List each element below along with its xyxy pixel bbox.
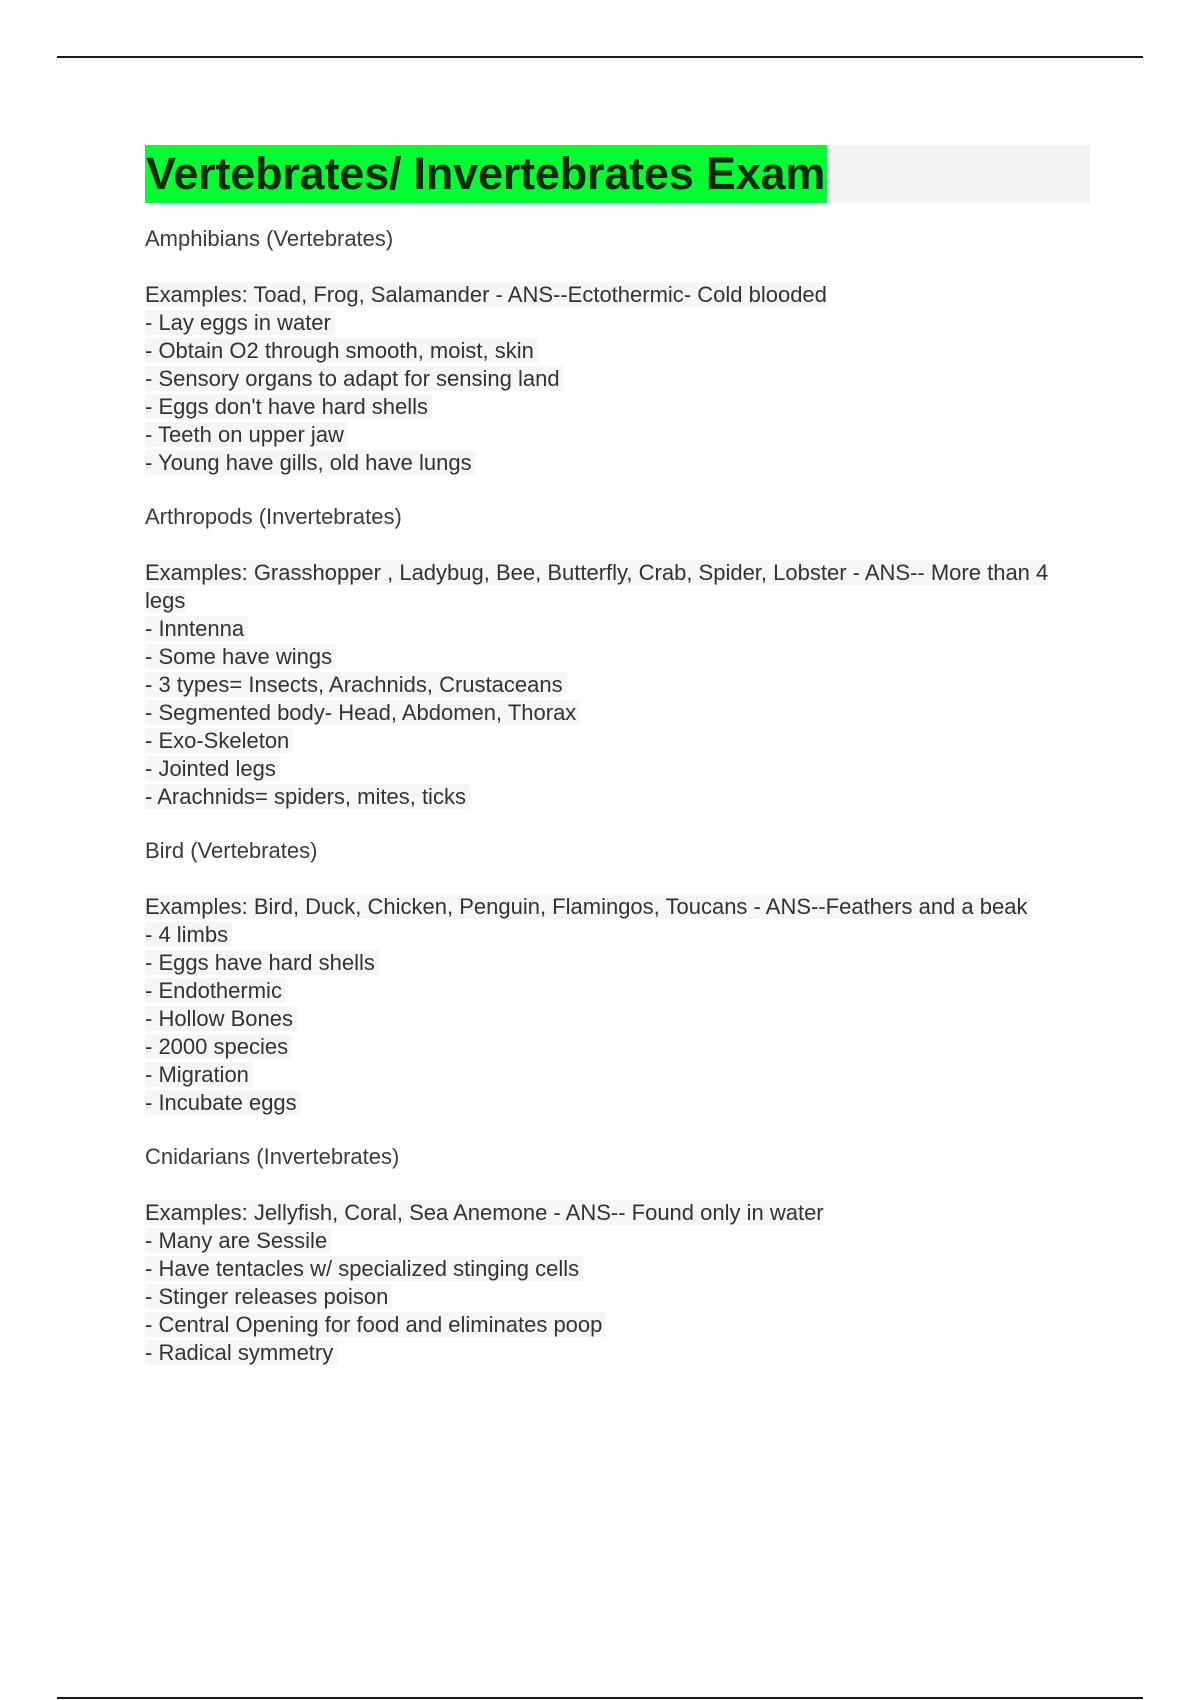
section-amphibians bbox=[145, 225, 1090, 477]
bullet-list bbox=[145, 921, 1090, 1117]
list-item bbox=[145, 309, 1090, 337]
list-item bbox=[145, 643, 1090, 671]
bullet-text: - Central Opening for food and eliminates poop bbox=[145, 1312, 606, 1337]
bullet-text: - Sensory organs to adapt for sensing land bbox=[145, 366, 564, 391]
list-item bbox=[145, 1311, 1090, 1339]
bullet-text: - Lay eggs in water bbox=[145, 310, 335, 335]
bullet-text: - Teeth on upper jaw bbox=[145, 422, 348, 447]
bullet-text: - Arachnids= spiders, mites, ticks bbox=[145, 784, 470, 809]
list-item bbox=[145, 977, 1090, 1005]
bullet-text: - Segmented body- Head, Abdomen, Thorax bbox=[145, 700, 580, 725]
bullet-text: - Have tentacles w/ specialized stinging cells bbox=[145, 1256, 583, 1281]
list-item bbox=[145, 1033, 1090, 1061]
section-cnidarians bbox=[145, 1143, 1090, 1367]
section-heading: Amphibians (Vertebrates) bbox=[145, 226, 394, 251]
list-item bbox=[145, 337, 1090, 365]
section-bird bbox=[145, 837, 1090, 1117]
bullet-text: - Hollow Bones bbox=[145, 1006, 297, 1031]
section-heading: Bird (Vertebrates) bbox=[145, 838, 318, 863]
bullet-text: - 4 limbs bbox=[145, 922, 232, 947]
bullet-text: - Migration bbox=[145, 1062, 253, 1087]
document-body bbox=[145, 145, 1090, 1393]
list-item bbox=[145, 699, 1090, 727]
section-lead bbox=[145, 281, 1090, 309]
bullet-list bbox=[145, 309, 1090, 477]
list-item bbox=[145, 783, 1090, 811]
list-item bbox=[145, 1255, 1090, 1283]
section-lead-text: Examples: Jellyfish, Coral, Sea Anemone - ANS-- Found only in water bbox=[145, 1200, 824, 1225]
section-lead-text: Examples: Toad, Frog, Salamander - ANS--Ectothermic- Cold blooded bbox=[145, 282, 827, 307]
list-item bbox=[145, 949, 1090, 977]
list-item bbox=[145, 755, 1090, 783]
list-item bbox=[145, 615, 1090, 643]
top-rule bbox=[57, 56, 1143, 58]
bullet-text: - Radical symmetry bbox=[145, 1340, 337, 1365]
list-item bbox=[145, 1061, 1090, 1089]
list-item bbox=[145, 449, 1090, 477]
bullet-text: - Endothermic bbox=[145, 978, 286, 1003]
bullet-text: - Young have gills, old have lungs bbox=[145, 450, 476, 475]
bullet-text: - Many are Sessile bbox=[145, 1228, 331, 1253]
bullet-text: - 2000 species bbox=[145, 1034, 292, 1059]
list-item bbox=[145, 921, 1090, 949]
section-heading: Arthropods (Invertebrates) bbox=[145, 504, 402, 529]
bullet-text: - Eggs have hard shells bbox=[145, 950, 379, 975]
bullet-text: - 3 types= Insects, Arachnids, Crustaceans bbox=[145, 672, 567, 697]
list-item bbox=[145, 671, 1090, 699]
list-item bbox=[145, 1283, 1090, 1311]
list-item bbox=[145, 421, 1090, 449]
bullet-text: - Stinger releases poison bbox=[145, 1284, 392, 1309]
list-item bbox=[145, 1089, 1090, 1117]
bullet-list bbox=[145, 615, 1090, 811]
document-title: Vertebrates/ Invertebrates Exam bbox=[145, 145, 827, 203]
section-heading: Cnidarians (Invertebrates) bbox=[145, 1144, 400, 1169]
bullet-text: - Jointed legs bbox=[145, 756, 280, 781]
list-item bbox=[145, 365, 1090, 393]
list-item bbox=[145, 1339, 1090, 1367]
title-band bbox=[145, 145, 1090, 203]
section-arthropods bbox=[145, 503, 1090, 811]
list-item bbox=[145, 1005, 1090, 1033]
bullet-text: - Exo-Skeleton bbox=[145, 728, 293, 753]
bullet-text: - Inntenna bbox=[145, 616, 248, 641]
bullet-text: - Obtain O2 through smooth, moist, skin bbox=[145, 338, 538, 363]
bottom-rule bbox=[57, 1697, 1143, 1699]
bullet-text: - Some have wings bbox=[145, 644, 336, 669]
bullet-list bbox=[145, 1227, 1090, 1367]
section-lead-text: Examples: Grasshopper , Ladybug, Bee, Butterfly, Crab, Spider, Lobster - ANS-- More than 4 legs bbox=[145, 560, 1049, 613]
bullet-text: - Eggs don't have hard shells bbox=[145, 394, 432, 419]
list-item bbox=[145, 1227, 1090, 1255]
section-lead bbox=[145, 893, 1090, 921]
section-lead-text: Examples: Bird, Duck, Chicken, Penguin, Flamingos, Toucans - ANS--Feathers and a beak bbox=[145, 894, 1028, 919]
section-lead bbox=[145, 559, 1090, 615]
section-lead bbox=[145, 1199, 1090, 1227]
list-item bbox=[145, 393, 1090, 421]
list-item bbox=[145, 727, 1090, 755]
bullet-text: - Incubate eggs bbox=[145, 1090, 301, 1115]
